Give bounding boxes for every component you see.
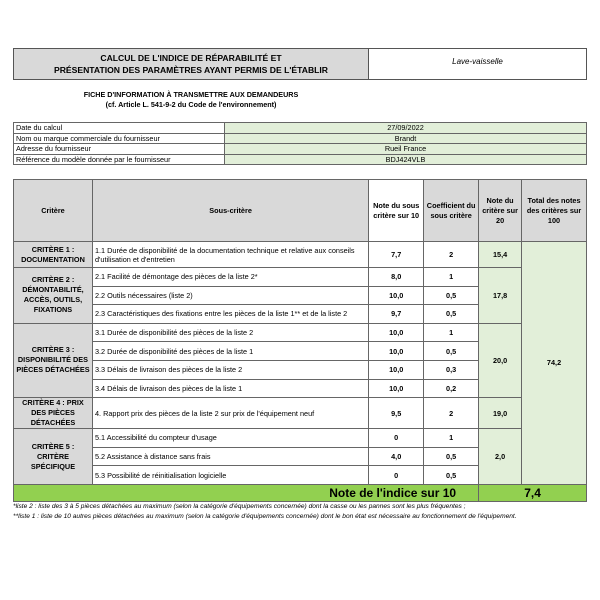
footnotes (13, 502, 593, 521)
sub-criterion-note: 4,0 (369, 447, 424, 466)
sub-criterion-coef: 0,5 (424, 447, 479, 466)
final-score-row (14, 484, 587, 501)
criterion-4-note: 19,0 (479, 398, 522, 429)
table-row (14, 242, 587, 268)
col-note-sous-critere: Note du sous critère sur 10 (369, 180, 424, 242)
info-value: BDJ424VLB (225, 154, 587, 165)
info-row (14, 133, 587, 144)
col-sous-critere: Sous-critère (92, 180, 368, 242)
table-row (14, 268, 587, 287)
sub-criterion-label: 3.1 Durée de disponibilité des pièces de la liste 2 (92, 323, 368, 342)
sub-criterion-note: 7,7 (369, 242, 424, 268)
sub-criterion-coef: 1 (424, 268, 479, 287)
info-row (14, 123, 587, 134)
table-row (14, 429, 587, 448)
info-value: Rueil France (225, 144, 587, 155)
final-score-value: 7,4 (479, 484, 587, 501)
criterion-5-name: CRITÈRE 5 : CRITÈRE SPÉCIFIQUE (14, 429, 93, 485)
sub-criterion-coef: 2 (424, 242, 479, 268)
sub-criterion-coef: 0,3 (424, 360, 479, 379)
sub-criterion-note: 10,0 (369, 379, 424, 398)
sub-criterion-label: 2.3 Caractéristiques des fixations entre les pièces de la liste 1** et de la liste 2 (92, 305, 368, 324)
sub-criterion-note: 9,5 (369, 398, 424, 429)
criterion-1-note: 15,4 (479, 242, 522, 268)
info-row (14, 154, 587, 165)
sub-criterion-label: 3.4 Délais de livraison des pièces de la liste 1 (92, 379, 368, 398)
sub-criterion-label: 2.1 Facilité de démontage des pièces de la liste 2* (92, 268, 368, 287)
sub-criterion-label: 3.2 Durée de disponibilité des pièces de la liste 1 (92, 342, 368, 361)
info-label: Référence du modèle donnée par le fournisseur (14, 154, 225, 165)
sub-criterion-coef: 0,5 (424, 342, 479, 361)
info-label: Adresse du fournisseur (14, 144, 225, 155)
info-row (14, 144, 587, 155)
repairability-table (13, 179, 587, 502)
info-label: Date du calcul (14, 123, 225, 134)
sub-criterion-note: 9,7 (369, 305, 424, 324)
criterion-3-note: 20,0 (479, 323, 522, 397)
footnote-list-2: *liste 2 : liste des 3 à 5 pièces détachées au maximum (selon la catégorie d'équipements concernée) dont la casse ou les pannes sont les plus fréquentes ; (13, 503, 466, 510)
sub-criterion-label: 5.2 Assistance à distance sans frais (92, 447, 368, 466)
criterion-1-name: CRITÈRE 1 : DOCUMENTATION (14, 242, 93, 268)
sub-criterion-label: 1.1 Durée de disponibilité de la documentation technique et relative aux conseils d'utilisation et d'entretien (92, 242, 368, 268)
final-score-label: Note de l'indice sur 10 (14, 484, 479, 501)
document-title (13, 48, 369, 80)
criterion-4-name: CRITÈRE 4 : PRIX DES PIÈCES DÉTACHÉES (14, 398, 93, 429)
title-line-2: PRÉSENTATION DES PARAMÈTRES AYANT PERMIS DE L'ÉTABLIR (53, 65, 329, 75)
sub-criterion-label: 3.3 Délais de livraison des pièces de la liste 2 (92, 360, 368, 379)
info-value: Brandt (225, 133, 587, 144)
sub-criterion-coef: 0,5 (424, 286, 479, 305)
sub-criterion-coef: 1 (424, 323, 479, 342)
sub-criterion-coef: 2 (424, 398, 479, 429)
sub-criterion-note: 0 (369, 466, 424, 485)
info-value: 27/09/2022 (225, 123, 587, 134)
criterion-2-note: 17,8 (479, 268, 522, 324)
sub-criterion-label: 2.2 Outils nécessaires (liste 2) (92, 286, 368, 305)
sub-criterion-coef: 1 (424, 429, 479, 448)
sub-criterion-label: 5.1 Accessibilité du compteur d'usage (92, 429, 368, 448)
col-note-critere: Note du critère sur 20 (479, 180, 522, 242)
title-line-1: CALCUL DE L'INDICE DE RÉPARABILITÉ ET (100, 53, 282, 63)
table-header-row (14, 180, 587, 242)
sub-criterion-coef: 0,2 (424, 379, 479, 398)
sub-criterion-note: 10,0 (369, 360, 424, 379)
sub-criterion-coef: 0,5 (424, 466, 479, 485)
sub-criterion-note: 10,0 (369, 342, 424, 361)
col-coefficient: Coefficient du sous critère (424, 180, 479, 242)
table-row (14, 398, 587, 429)
subtitle-line-1: FICHE D'INFORMATION À TRANSMETTRE AUX DEMANDEURS (83, 90, 299, 99)
product-type: Lave-vaisselle (369, 48, 587, 80)
table-row (14, 323, 587, 342)
sub-criterion-label: 5.3 Possibilité de réinitialisation logicielle (92, 466, 368, 485)
criterion-5-note: 2,0 (479, 429, 522, 485)
footnote-list-1: **liste 1 : liste de 10 autres pièces détachées au maximum (selon la catégorie d'équipements concernée) dont le bon état est nécessaire au fonctionnement de l'équipement. (13, 512, 517, 520)
sub-criterion-note: 8,0 (369, 268, 424, 287)
sub-criterion-note: 10,0 (369, 323, 424, 342)
criterion-3-name: CRITÈRE 3 : DISPONIBILITÉ DES PIÈCES DÉTACHÉES (14, 323, 93, 397)
sub-criterion-label: 4. Rapport prix des pièces de la liste 2 sur prix de l'équipement neuf (92, 398, 368, 429)
info-label: Nom ou marque commerciale du fournisseur (14, 133, 225, 144)
sub-criterion-note: 0 (369, 429, 424, 448)
sub-criterion-coef: 0,5 (424, 305, 479, 324)
total-notes: 74,2 (522, 242, 587, 485)
subtitle-line-2: (cf. Article L. 541-9-2 du Code de l'environnement) (105, 100, 277, 109)
criterion-2-name: CRITÈRE 2 : DÉMONTABILITÉ, ACCÈS, OUTILS, FIXATIONS (14, 268, 93, 324)
col-critere: Critère (14, 180, 93, 242)
col-total: Total des notes des critères sur 100 (522, 180, 587, 242)
supplier-info-table (13, 122, 587, 165)
sub-criterion-note: 10,0 (369, 286, 424, 305)
